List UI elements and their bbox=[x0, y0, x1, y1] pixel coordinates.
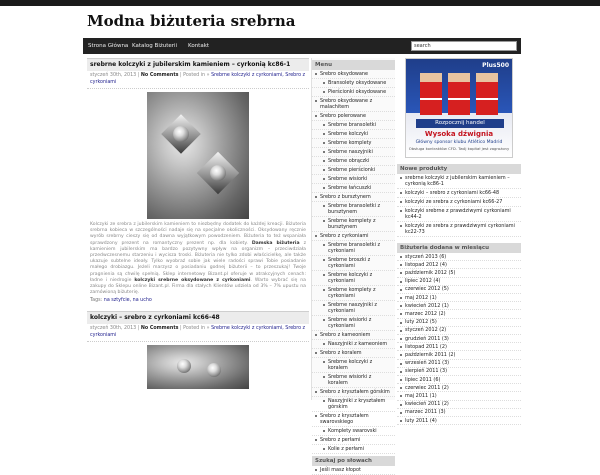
archive-link[interactable]: lipiec 2012 (4) bbox=[397, 278, 521, 286]
category-links[interactable]: Srebrne kolczyki z cyrkoniami, Srebro z cyrkoniami bbox=[90, 73, 306, 85]
category-link[interactable]: Kolie z perłami bbox=[312, 445, 395, 454]
archive-link[interactable]: marzec 2011 (3) bbox=[397, 409, 521, 417]
archive-link[interactable]: lipiec 2011 (6) bbox=[397, 376, 521, 384]
meta-separator: | bbox=[137, 73, 140, 78]
category-link[interactable]: Srebro z cyrkoniami bbox=[312, 232, 395, 241]
category-link[interactable]: Srebrne naszyjniki bbox=[312, 148, 395, 157]
tags-label: Tags: bbox=[90, 298, 103, 304]
page-wrapper bbox=[83, 6, 521, 473]
ad-cta-button[interactable]: Rozpocznij handel bbox=[416, 119, 504, 128]
new-product-link[interactable]: kolczyki ze srebra z cyrkoniami kc66-27 bbox=[397, 198, 521, 207]
archive-link[interactable]: luty 2011 (4) bbox=[397, 417, 521, 425]
tag-links[interactable]: na sztyfcie, na ucho bbox=[103, 298, 152, 304]
archive-link[interactable]: listopad 2012 (4) bbox=[397, 261, 521, 269]
category-link[interactable]: Srebrne komplety bbox=[312, 139, 395, 148]
archive-list bbox=[397, 253, 521, 425]
meta-separator: | bbox=[137, 326, 140, 332]
category-link[interactable]: Srebrne obrączki bbox=[312, 157, 395, 166]
ad-player-figure bbox=[476, 73, 498, 115]
archive-link[interactable]: grudzień 2011 (3) bbox=[397, 335, 521, 343]
category-link[interactable]: Srebro z kryształem górskim bbox=[312, 388, 395, 397]
product-photo[interactable] bbox=[147, 92, 249, 219]
category-link[interactable]: Srebrne bransoletki z cyrkoniami bbox=[312, 241, 395, 256]
earring-gem bbox=[207, 363, 221, 377]
new-products-list bbox=[397, 174, 521, 237]
posted-in-label: Posted in » bbox=[183, 326, 210, 332]
earring-gem bbox=[210, 165, 226, 181]
category-link[interactable]: Pierścionki oksydowane bbox=[312, 88, 395, 97]
ad-subline: Główny sponsor klubu Atlético Madrid bbox=[415, 140, 503, 145]
post-meta bbox=[87, 71, 309, 89]
category-link[interactable]: Bransolety oksydowane bbox=[312, 79, 395, 88]
archive-link[interactable]: październik 2012 (5) bbox=[397, 269, 521, 277]
archive-link[interactable]: sierpień 2011 (3) bbox=[397, 368, 521, 376]
earring-gem bbox=[177, 359, 191, 373]
category-link[interactable]: Srebrne wisiorki bbox=[312, 175, 395, 184]
post-body bbox=[87, 222, 309, 296]
category-links[interactable]: Srebrne kolczyki z cyrkoniami, Srebro z cyrkoniami bbox=[90, 326, 306, 338]
category-link[interactable]: Srebrne wisiorki z koralem bbox=[312, 373, 395, 388]
archive-link[interactable]: listopad 2011 (2) bbox=[397, 343, 521, 351]
archive-link[interactable]: październik 2011 (2) bbox=[397, 351, 521, 359]
category-link[interactable]: Srebro z perłami bbox=[312, 436, 395, 445]
new-product-link[interactable]: srebrne kolczyki z jubilerskim kamieniem – cyrkonią kc86-1 bbox=[397, 174, 521, 189]
post-text-strong[interactable]: kolczyki srebrne oksydowane z cyrkoniami bbox=[134, 277, 251, 283]
comments-link[interactable]: No Comments bbox=[140, 73, 179, 78]
category-link[interactable]: Srebrne komplety z bursztynem bbox=[312, 217, 395, 232]
category-link[interactable]: Srebro z koralem bbox=[312, 349, 395, 358]
ad-player-figure bbox=[420, 73, 442, 115]
right-sidebar bbox=[397, 58, 521, 424]
category-link[interactable]: Srebrne broszki z cyrkoniami bbox=[312, 256, 395, 271]
search-input[interactable] bbox=[411, 41, 517, 51]
archive-link[interactable]: marzec 2012 (2) bbox=[397, 310, 521, 318]
post-tags bbox=[87, 296, 309, 305]
ad-logo: Plus500 bbox=[482, 62, 509, 69]
category-link[interactable]: Srebrne komplety z cyrkoniami bbox=[312, 286, 395, 301]
new-product-link[interactable]: kolczyki ze srebra z prawdziwymi cyrkoniami kc22-73 bbox=[397, 222, 521, 237]
category-link[interactable]: Srebro oksydowane bbox=[312, 70, 395, 79]
post-text-strong[interactable]: Damska biżuteria bbox=[251, 240, 300, 246]
category-link[interactable]: Srebrne kolczyki z cyrkoniami bbox=[312, 271, 395, 286]
post-title[interactable]: kolczyki – srebro z cyrkoniami kc66-48 bbox=[87, 311, 309, 324]
category-link[interactable]: Srebrne pierścionki bbox=[312, 166, 395, 175]
post-title[interactable]: srebrne kolczyki z jubilerskim kamieniem – cyrkonią kc86-1 bbox=[87, 58, 309, 71]
archive-link[interactable]: kwiecień 2012 (1) bbox=[397, 302, 521, 310]
content-column bbox=[87, 58, 309, 400]
new-product-link[interactable]: kolczyki – srebro z cyrkoniami kc66-48 bbox=[397, 189, 521, 198]
archive-link[interactable]: kwiecień 2011 (2) bbox=[397, 401, 521, 409]
posted-in-label: Posted in » bbox=[183, 73, 210, 78]
comments-link[interactable]: No Comments bbox=[140, 326, 179, 332]
earring-gem bbox=[173, 126, 189, 142]
category-link[interactable]: Srebro z kameoniem bbox=[312, 331, 395, 340]
ad-disclaimer: Obsługa kontraktów CFD. Twój kapitał jest zagrożony bbox=[408, 146, 510, 151]
archive-heading: Biżuteria dodana w miesiącu bbox=[397, 243, 521, 253]
nav-item-catalog[interactable]: Katalog Biżuterii bbox=[132, 43, 178, 49]
category-link[interactable]: Srebrne wisiorki z cyrkoniami bbox=[312, 316, 395, 331]
ad-headline: Wysoka dźwignia bbox=[424, 130, 494, 138]
archive-link[interactable]: maj 2012 (1) bbox=[397, 294, 521, 302]
category-link[interactable]: Srebrne bransoletki z bursztynem bbox=[312, 202, 395, 217]
post-date: styczeń 30th, 2013 bbox=[90, 326, 137, 332]
archive-link[interactable]: styczeń 2012 (2) bbox=[397, 327, 521, 335]
category-link[interactable]: Naszyjniki z kameoniem bbox=[312, 340, 395, 349]
product-photo[interactable] bbox=[147, 345, 249, 389]
category-link[interactable]: Naszyjniki z kryształem górskim bbox=[312, 397, 395, 412]
archive-link[interactable]: maj 2011 (1) bbox=[397, 392, 521, 400]
category-link[interactable]: Srebrne łańcuszki bbox=[312, 184, 395, 193]
meta-separator: | bbox=[180, 326, 182, 332]
post-text: Kolczyki ze srebra z jubilerskim kamieniem to niezbędny dodatek do każdej kreacji. Biżuteria srebrna kobieca w szczególności nadaje się na specjalne okoliczności. Oksydowany ręcznie wyrób srebrny cieszy się od dawna wyjątkowym powodzeniem. Biżuteria to też wspaniała sprawdzony prezent na romantyczny prezent np. dla kobiety. bbox=[90, 222, 306, 246]
search-hint: Jeśli masz kłopot bbox=[312, 466, 395, 475]
post-text: z kamieniem jubilerskim ma bardzo pozytywny wpływ na organizm – przeciwdziała przedwczesnemu starzeniu i wycisza troski. Biżuteria nie tylko zdobi właścicielkę, ale także ukazuje subtelne ideały. Tylko wyobraź sobie jak wiele radości sprawi Tobie posiadanie małego drobiazgu. Jeżeli marzysz o posiadaniu godnej biżuterii – to przeszukaj! Twoje pragnienia są chwilę spełnią. Sklep internetowy Bizant.pl oferuje w atrakcyjnych cenach: ładne i niedrogie bbox=[90, 240, 307, 283]
archive-link[interactable]: czerwiec 2011 (2) bbox=[397, 384, 521, 392]
post-text: . Warto wybrać się na zakupy do Sklepu online Bizant.pl. Firma dla stałych Klientów udziela od 3% – 7% upustu na zamówioną biżuterię. bbox=[90, 277, 306, 296]
category-link[interactable]: Komplety swarovski bbox=[312, 427, 395, 436]
archive-link[interactable]: czerwiec 2012 (5) bbox=[397, 286, 521, 294]
post bbox=[87, 311, 309, 389]
archive-link[interactable]: luty 2012 (5) bbox=[397, 319, 521, 327]
archive-link[interactable]: wrzesień 2011 (3) bbox=[397, 360, 521, 368]
site-title[interactable]: Modna biżuteria srebrna bbox=[87, 12, 296, 30]
post-meta bbox=[87, 324, 309, 342]
new-products-heading: Nowe produkty bbox=[397, 164, 521, 174]
category-link[interactable]: Srebrne bransoletki bbox=[312, 121, 395, 130]
menu-heading: Menu bbox=[312, 60, 395, 70]
category-link[interactable]: Srebro z kryształem swarovskiego bbox=[312, 412, 395, 427]
nav-item-home[interactable]: Strona Główna bbox=[88, 43, 129, 49]
ad-player-figure bbox=[448, 73, 470, 115]
search-heading: Szukaj po słowach bbox=[312, 456, 395, 466]
nav-item-contact[interactable]: Kontakt bbox=[188, 43, 210, 49]
category-link[interactable]: Srebro polerowane bbox=[312, 112, 395, 121]
post bbox=[87, 58, 309, 305]
post-date: styczeń 30th, 2013 bbox=[90, 73, 137, 78]
archive-link[interactable]: styczeń 2013 (6) bbox=[397, 253, 521, 261]
category-list bbox=[312, 70, 395, 454]
category-link[interactable]: Srebro oksydowane z malachitem bbox=[312, 97, 395, 112]
category-link[interactable]: Srebrne kolczyki bbox=[312, 130, 395, 139]
category-link[interactable]: Srebrne naszyjniki z cyrkoniami bbox=[312, 301, 395, 316]
menu-sidebar bbox=[311, 58, 395, 473]
category-link[interactable]: Srebrne kolczyki z koralem bbox=[312, 358, 395, 373]
new-product-link[interactable]: kolczyki srebrne z prawdziwymi cyrkoniami kc44-2 bbox=[397, 207, 521, 222]
meta-separator: | bbox=[180, 73, 182, 78]
advertisement-banner[interactable] bbox=[405, 58, 513, 158]
category-link[interactable]: Srebro z bursztynem bbox=[312, 193, 395, 202]
main-nav bbox=[83, 38, 521, 54]
